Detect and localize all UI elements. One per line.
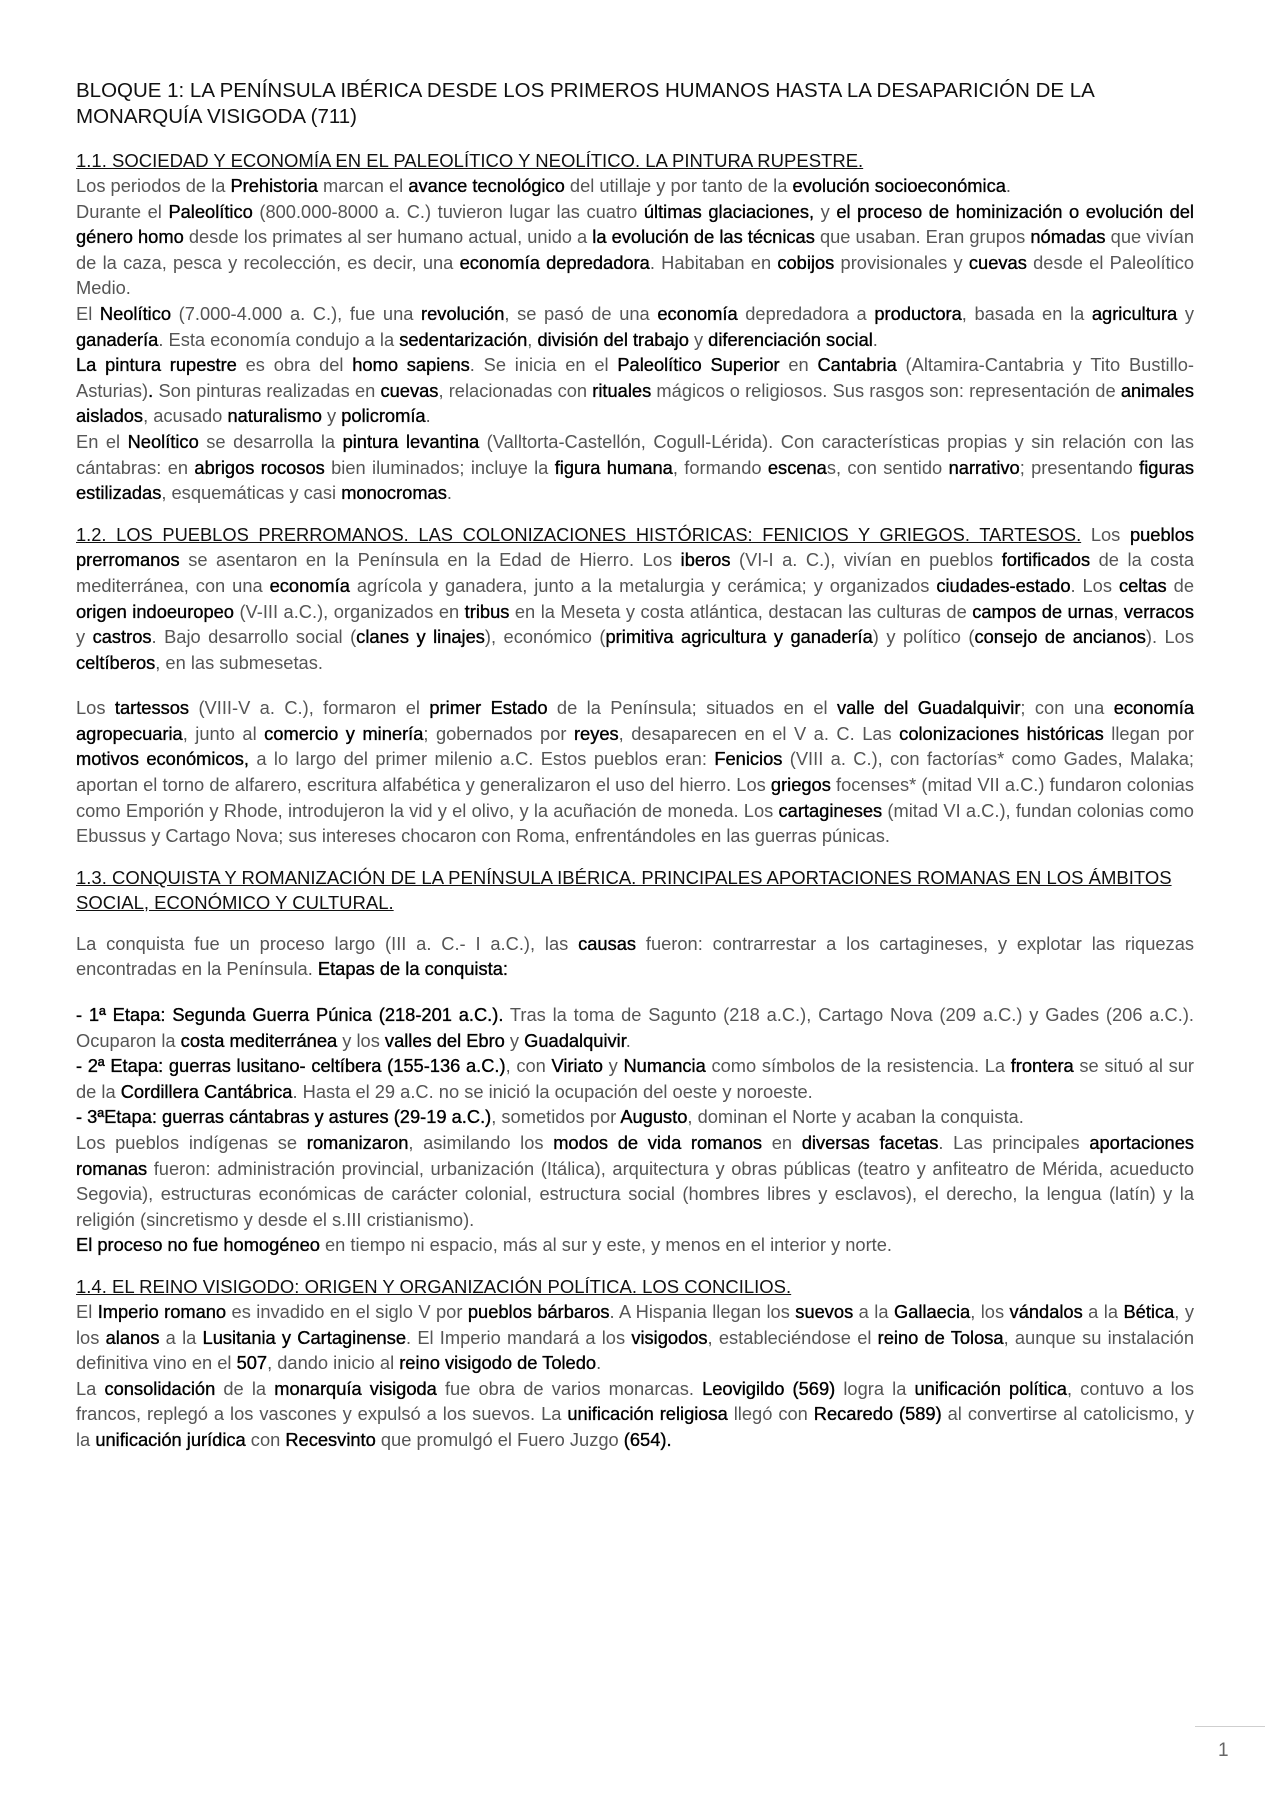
text-run: Los pueblos indígenas se bbox=[76, 1132, 307, 1153]
text-run: focenses* (mitad VII a.C.) fundaron colonias como Emporión y Rhode, introdujeron la vid y el olivo, y la acuñación de moneda. Los bbox=[76, 774, 1194, 821]
text-run: . Bajo desarrollo social ( bbox=[151, 626, 357, 648]
paragraph-with-heading bbox=[76, 522, 1194, 676]
bold-term: Paleolítico Superior bbox=[617, 354, 780, 376]
text-run: . A Hispania llegan los bbox=[609, 1300, 796, 1322]
text-run: mágicos o religiosos. Sus rasgos son: representación de bbox=[651, 379, 1121, 401]
text-run: En el bbox=[76, 430, 128, 452]
paragraph bbox=[76, 1053, 1194, 1104]
text-run: Tras la toma de Sagunto (218 a.C.), Cartago Nova (209 a.C.) y Gades (206 a.C.). Ocuparon la bbox=[76, 1004, 1194, 1051]
bold-term: reino visigodo de Toledo bbox=[399, 1352, 597, 1374]
text-run: (mitad VI a.C.), fundan colonias como Ebussus y Cartago Nova; sus intereses chocaron con Roma, enfrentándoles en las guerras púnicas. bbox=[76, 799, 1194, 847]
bold-term: agricultura bbox=[1091, 302, 1178, 324]
heading-1-1: 1.1. SOCIEDAD Y ECONOMÍA EN EL PALEOLÍTICO Y NEOLÍTICO. LA PINTURA RUPESTRE. bbox=[76, 150, 864, 171]
text-run: ; con una bbox=[1020, 697, 1114, 719]
bold-term: diversas facetas bbox=[801, 1132, 939, 1153]
document-title: BLOQUE 1: LA PENÍNSULA IBÉRICA DESDE LOS PRIMEROS HUMANOS HASTA LA DESAPARICIÓN DE LA MONARQUÍA VISIGODA (711) bbox=[76, 79, 1094, 128]
text-run: , esquemáticas y casi bbox=[161, 482, 342, 504]
bold-term: iberos bbox=[680, 549, 731, 571]
bold-term: - 1ª Etapa: Segunda Guerra Púnica (218-201 a.C.). bbox=[76, 1004, 504, 1026]
text-run: La bbox=[76, 1377, 105, 1399]
bold-term: la evolución de las técnicas bbox=[592, 226, 815, 248]
bold-term: economía depredadora bbox=[459, 251, 650, 273]
bold-term: Prehistoria bbox=[230, 175, 318, 196]
bold-term: (654). bbox=[623, 1428, 672, 1450]
bold-term: Guadalquivir bbox=[524, 1029, 626, 1051]
paragraph bbox=[76, 352, 1194, 429]
bold-term: El proceso no fue homogéneo bbox=[76, 1234, 320, 1256]
paragraph bbox=[76, 429, 1194, 506]
text-run: , dominan el Norte y acaban la conquista. bbox=[687, 1106, 1024, 1128]
text-run: con bbox=[245, 1428, 286, 1450]
bold-term: ganadería bbox=[76, 328, 159, 350]
bold-term: figura humana bbox=[554, 456, 673, 478]
text-run: de la costa mediterránea, con una bbox=[76, 549, 1195, 596]
text-run: , con bbox=[505, 1055, 552, 1077]
text-run: (800.000-8000 a. C.) tuvieron lugar las cuatro bbox=[252, 200, 644, 222]
bold-term: productora bbox=[874, 302, 962, 324]
text-run: . bbox=[425, 405, 431, 427]
paragraph bbox=[76, 1299, 1194, 1376]
text-run: , y los bbox=[76, 1300, 1194, 1348]
bold-term: celtas bbox=[1118, 574, 1167, 596]
text-run: bien iluminados; incluye la bbox=[324, 456, 555, 478]
text-run: logra la bbox=[835, 1377, 915, 1399]
text-run: , contuvo a los francos, replegó a los vascones y expulsó a los suevos. La bbox=[76, 1377, 1194, 1425]
text-run: de la Península; situados en el bbox=[547, 697, 837, 719]
text-run: es invadido en el siglo V por bbox=[226, 1300, 468, 1322]
heading-1-2: 1.2. LOS PUEBLOS PRERROMANOS. LAS COLONIZACIONES HISTÓRICAS: FENICIOS Y GRIEGOS. TARTESOS. bbox=[76, 523, 1082, 545]
bold-term: cuevas bbox=[968, 251, 1027, 273]
text-run: , estableciéndose el bbox=[707, 1326, 878, 1348]
text-run: ). Los bbox=[1145, 626, 1194, 648]
bold-term: Augusto bbox=[620, 1106, 688, 1128]
bold-term: el proceso de hominización o evolución del género homo bbox=[76, 200, 1194, 248]
bold-term: economía bbox=[657, 302, 738, 324]
bold-term: figuras estilizadas bbox=[76, 456, 1195, 504]
bold-term: motivos económicos, bbox=[76, 748, 249, 770]
text-run: y bbox=[1177, 302, 1194, 324]
text-run: fueron: administración provincial, urbanización (Itálica), arquitectura y obras públicas (teatro y anfiteatro de Mérida, acueducto Segovia), estructuras económicas de carácter colonial, estructura social (hombres libres y esclavos), el derecho, la lengua (latín) y la religión (sincretismo y desde el s.III cristianismo). bbox=[76, 1157, 1194, 1230]
bold-term: Recesvinto bbox=[285, 1428, 376, 1450]
bold-term: nómadas bbox=[1030, 226, 1106, 248]
text-run: de la bbox=[215, 1377, 275, 1399]
text-run: fueron: contrarrestar a los cartagineses, y explotar las riquezas encontradas en la Península. bbox=[76, 932, 1194, 980]
text-run: Son pinturas realizadas en bbox=[153, 379, 381, 401]
bold-term: cobijos bbox=[777, 251, 835, 273]
paragraph bbox=[76, 931, 1194, 982]
text-run: Los bbox=[1081, 523, 1130, 545]
bold-term: Fenicios bbox=[714, 748, 783, 770]
text-run: , sometidos por bbox=[491, 1106, 621, 1128]
bold-term: diferenciación social bbox=[708, 328, 873, 350]
bold-term: unificación jurídica bbox=[95, 1428, 246, 1450]
text-run: . El Imperio mandará a los bbox=[406, 1326, 632, 1348]
paragraph bbox=[76, 1232, 1194, 1258]
text-run: (VIII a. C.), con factorías* como Gades, Malaka; aportan el torno de alfarero, escritura alfabética y generalizaron el uso del hierro. Los bbox=[76, 748, 1195, 796]
text-run: (Valltorta-Castellón, Cogull-Lérida). Con características propias y sin relación con las cántabras: en bbox=[76, 430, 1194, 478]
bold-term: unificación religiosa bbox=[567, 1403, 728, 1425]
text-run: y bbox=[602, 1055, 624, 1077]
bold-term: 507 bbox=[236, 1352, 268, 1374]
bold-term: economía bbox=[269, 574, 350, 596]
text-run: . bbox=[596, 1352, 602, 1374]
text-run: , en las submesetas. bbox=[155, 651, 323, 673]
bold-term: romanizaron bbox=[306, 1132, 409, 1153]
bold-term: revolución bbox=[421, 302, 505, 324]
bold-term: Gallaecia bbox=[893, 1300, 971, 1322]
text-run: depredadora a bbox=[737, 302, 875, 324]
bold-term: tribus bbox=[464, 600, 510, 622]
text-run: , asimilando los bbox=[408, 1132, 554, 1153]
footer-divider bbox=[1195, 1726, 1265, 1727]
text-run: La conquista fue un proceso largo (III a. C.- I a.C.), las bbox=[76, 932, 579, 954]
text-run: . Las principales bbox=[938, 1132, 1090, 1153]
text-run: . bbox=[446, 482, 452, 504]
bold-term: primer Estado bbox=[429, 697, 548, 719]
bold-term: pueblos bárbaros bbox=[467, 1300, 610, 1322]
text-run: llegan por bbox=[1103, 722, 1194, 744]
bold-term: frontera bbox=[1010, 1055, 1074, 1077]
text-run: a la bbox=[1082, 1300, 1124, 1322]
bold-term: monarquía visigoda bbox=[274, 1377, 437, 1399]
text-run: , relacionadas con bbox=[438, 379, 593, 401]
bold-term: vándalos bbox=[1009, 1300, 1083, 1322]
text-run: s, con sentido bbox=[826, 456, 949, 478]
bold-term: pintura levantina bbox=[342, 430, 480, 452]
text-run: . bbox=[625, 1029, 631, 1051]
text-run: , bbox=[1113, 600, 1124, 622]
bold-term: Imperio romano bbox=[97, 1300, 227, 1322]
paragraph bbox=[76, 1002, 1194, 1053]
page-number: 1 bbox=[1218, 1740, 1229, 1761]
bold-term: rituales bbox=[592, 379, 652, 401]
bold-term: unificación política bbox=[914, 1377, 1067, 1399]
bold-term: verracos bbox=[1123, 600, 1194, 622]
text-run: desde los primates al ser humano actual, unido a bbox=[183, 226, 593, 248]
text-run: , aunque su instalación definitiva vino en el bbox=[76, 1326, 1195, 1374]
bold-term: valle del Guadalquivir bbox=[836, 697, 1021, 719]
bold-term: Leovigildo (569) bbox=[702, 1377, 836, 1399]
text-run: El bbox=[76, 302, 100, 324]
text-run: , los bbox=[970, 1300, 1010, 1322]
heading-1-4: 1.4. EL REINO VISIGODO: ORIGEN Y ORGANIZACIÓN POLÍTICA. LOS CONCILIOS. bbox=[76, 1275, 792, 1297]
bold-term: clanes y linajes bbox=[356, 626, 485, 648]
bold-term: Numancia bbox=[623, 1055, 706, 1077]
bold-term: visigodos bbox=[631, 1326, 708, 1348]
text-run: y bbox=[76, 626, 93, 648]
text-run: . Habitaban en bbox=[649, 251, 778, 273]
paragraph bbox=[76, 1376, 1194, 1453]
bold-term: escena bbox=[767, 456, 827, 478]
text-run: ) y político ( bbox=[872, 626, 975, 648]
bold-term: valles del Ebro bbox=[384, 1029, 505, 1051]
text-run: se asentaron en la Península en la Edad de Hierro. Los bbox=[179, 549, 681, 571]
text-run: se situó al sur de la bbox=[76, 1055, 1194, 1102]
text-run: Los periodos de la bbox=[76, 175, 231, 196]
text-run: al convertirse al catolicismo, y la bbox=[76, 1403, 1194, 1450]
text-run: desde el Paleolítico Medio. bbox=[76, 251, 1195, 299]
text-run: y bbox=[688, 328, 709, 350]
text-run: , bbox=[527, 328, 538, 350]
text-run: , acusado bbox=[143, 405, 228, 427]
bold-term: comercio y minería bbox=[264, 722, 424, 744]
text-run: (Altamira-Cantabria y Tito Bustillo-Asturias) bbox=[76, 354, 1194, 401]
bold-term: . bbox=[148, 379, 154, 401]
text-run: a la bbox=[159, 1326, 203, 1348]
paragraph bbox=[76, 301, 1194, 352]
text-run: y bbox=[504, 1029, 525, 1051]
bold-term: naturalismo bbox=[227, 405, 322, 427]
bold-term: división del trabajo bbox=[537, 328, 689, 350]
bold-term: animales aislados bbox=[76, 379, 1194, 427]
bold-term: consolidación bbox=[104, 1377, 216, 1399]
bold-term: castros bbox=[92, 626, 152, 648]
bold-term: origen indoeuropeo bbox=[76, 600, 234, 622]
text-run: ; gobernados por bbox=[423, 722, 574, 744]
bold-term: fortificados bbox=[1001, 549, 1091, 571]
bold-term: reyes bbox=[573, 722, 619, 744]
bold-term: modos de vida romanos bbox=[553, 1132, 763, 1153]
text-run: es obra del bbox=[236, 354, 353, 376]
text-run: . Los bbox=[1070, 574, 1119, 596]
bold-term: narrativo bbox=[948, 456, 1020, 478]
text-run: (V-III a.C.), organizados en bbox=[233, 600, 465, 622]
text-run: en tiempo ni espacio, más al sur y este, y menos en el interior y norte. bbox=[319, 1234, 893, 1256]
bold-term: economía agropecuaria bbox=[76, 697, 1194, 744]
bold-term: Viriato bbox=[551, 1055, 603, 1077]
text-run: (VIII-V a. C.), formaron el bbox=[189, 697, 430, 719]
bold-term: evolución socioeconómica bbox=[792, 175, 1006, 196]
text-run: en bbox=[762, 1132, 802, 1153]
bold-term: primitiva agricultura y ganadería bbox=[605, 626, 873, 648]
bold-term: Cantabria bbox=[817, 354, 897, 376]
bold-term: - 2ª Etapa: guerras lusitano- celtíbera (155-136 a.C.) bbox=[76, 1055, 506, 1077]
text-run: Los bbox=[76, 697, 115, 719]
paragraph bbox=[76, 1130, 1194, 1232]
bold-term: costa mediterránea bbox=[180, 1029, 338, 1051]
text-run: se desarrolla la bbox=[198, 430, 343, 452]
text-run: de bbox=[1166, 574, 1194, 596]
text-run: . Se inicia en el bbox=[469, 354, 618, 376]
paragraph bbox=[76, 695, 1194, 849]
text-run: como símbolos de la resistencia. La bbox=[705, 1055, 1011, 1077]
bold-term: Bética bbox=[1123, 1300, 1175, 1322]
text-run: que promulgó el Fuero Juzgo bbox=[375, 1428, 624, 1450]
text-run: , desaparecen en el V a. C. Las bbox=[618, 722, 900, 744]
bold-term: La pintura rupestre bbox=[76, 354, 237, 376]
bold-term: alanos bbox=[105, 1326, 160, 1348]
bold-term: avance tecnológico bbox=[408, 175, 565, 196]
text-run: marcan el bbox=[317, 175, 409, 196]
text-run: del utillaje y por tanto de la bbox=[564, 175, 793, 196]
text-run: y bbox=[321, 405, 342, 427]
bold-term: abrigos rocosos bbox=[194, 456, 325, 478]
bold-term: Paleolítico bbox=[168, 200, 253, 222]
text-run: en bbox=[779, 354, 818, 376]
paragraph bbox=[76, 199, 1194, 301]
document-body bbox=[76, 78, 1194, 1453]
text-run: . Hasta el 29 a.C. no se inició la ocupación del oeste y noroeste. bbox=[292, 1080, 813, 1102]
heading-1-3: 1.3. CONQUISTA Y ROMANIZACIÓN DE LA PENÍNSULA IBÉRICA. PRINCIPALES APORTACIONES ROMANAS EN LOS ÁMBITOS SOCIAL, ECONÓMICO Y CULTURAL. bbox=[76, 866, 1172, 913]
bold-term: Recaredo (589) bbox=[813, 1403, 942, 1425]
bold-term: Neolítico bbox=[127, 430, 199, 452]
text-run: , basada en la bbox=[961, 302, 1092, 324]
bold-term: suevos bbox=[795, 1300, 854, 1322]
text-run: y los bbox=[337, 1029, 385, 1051]
text-run: El bbox=[76, 1300, 98, 1322]
bold-term: tartessos bbox=[114, 697, 190, 719]
text-run: ), económico ( bbox=[484, 626, 606, 648]
bold-term: colonizaciones históricas bbox=[899, 722, 1104, 744]
bold-term: sedentarización bbox=[399, 328, 528, 350]
text-run: , se pasó de una bbox=[504, 302, 658, 324]
text-run: (7.000-4.000 a. C.), fue una bbox=[171, 302, 422, 324]
text-run: a lo largo del primer milenio a.C. Estos pueblos eran: bbox=[249, 748, 715, 770]
bold-term: cuevas bbox=[380, 379, 439, 401]
bold-term: - 3ªEtapa: guerras cántabras y astures (29-19 a.C.) bbox=[76, 1106, 492, 1128]
bold-term: campos de urnas bbox=[972, 600, 1114, 622]
text-run: , junto al bbox=[182, 722, 265, 744]
bold-term: homo sapiens bbox=[352, 354, 470, 376]
text-run: ; presentando bbox=[1019, 456, 1140, 478]
text-run: . Esta economía condujo a la bbox=[158, 328, 400, 350]
bold-term: pueblos prerromanos bbox=[76, 523, 1195, 571]
bold-term: ciudades-estado bbox=[936, 574, 1071, 596]
bold-term: griegos bbox=[770, 774, 831, 796]
text-run: llegó con bbox=[727, 1403, 814, 1425]
bold-term: últimas glaciaciones, bbox=[643, 200, 815, 222]
bold-term: reino de Tolosa bbox=[877, 1326, 1004, 1348]
text-run: que usaban. Eran grupos bbox=[814, 226, 1031, 248]
bold-term: Lusitania y Cartaginense bbox=[202, 1326, 407, 1348]
bold-term: Neolítico bbox=[99, 302, 172, 324]
text-run: , dando inicio al bbox=[267, 1352, 400, 1374]
bold-term: Etapas de la conquista: bbox=[317, 958, 508, 980]
text-run: agrícola y ganadera, junto a la metalurgia y cerámica; y organizados bbox=[349, 574, 937, 596]
text-run: . bbox=[872, 328, 878, 350]
text-run: y bbox=[814, 200, 837, 222]
bold-term: causas bbox=[578, 932, 637, 954]
bold-term: consejo de ancianos bbox=[974, 626, 1146, 648]
text-run: en la Meseta y costa atlántica, destacan las culturas de bbox=[509, 600, 973, 622]
text-run: provisionales y bbox=[834, 251, 969, 273]
bold-term: Cordillera Cantábrica bbox=[120, 1080, 293, 1102]
bold-term: cartagineses bbox=[778, 799, 883, 821]
paragraph bbox=[76, 173, 1194, 199]
text-run: a la bbox=[853, 1300, 894, 1322]
text-run: que vivían de la caza, pesca y recolección, es decir, una bbox=[76, 226, 1194, 273]
text-run: Durante el bbox=[76, 200, 169, 222]
bold-term: policromía bbox=[341, 405, 426, 427]
bold-term: monocromas bbox=[341, 482, 447, 504]
bold-term: aportaciones romanas bbox=[76, 1132, 1195, 1179]
text-run: fue obra de varios monarcas. bbox=[436, 1377, 703, 1399]
text-run: . bbox=[1005, 175, 1011, 196]
bold-term: celtíberos bbox=[76, 651, 156, 673]
text-run: , formando bbox=[672, 456, 768, 478]
paragraph bbox=[76, 1104, 1194, 1130]
text-run: (VI-I a. C.), vivían en pueblos bbox=[730, 549, 1002, 571]
